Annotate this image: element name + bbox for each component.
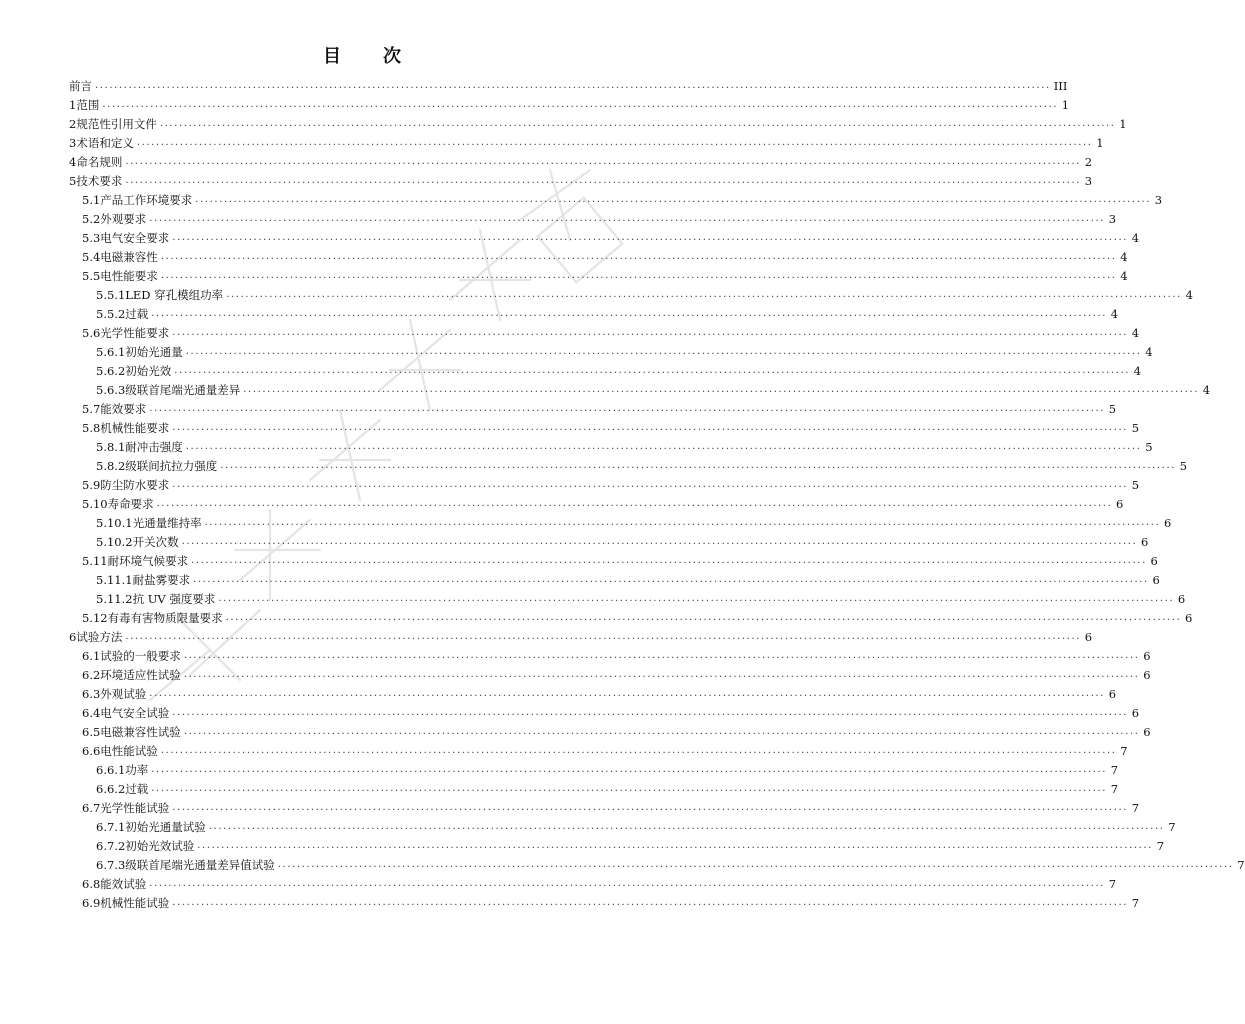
toc-entry-number: 5.8 xyxy=(82,421,101,435)
toc-entry[interactable] xyxy=(96,819,1176,835)
toc-entry-label: 能效试验 xyxy=(100,877,147,891)
toc-entry-page: 6 xyxy=(1084,630,1093,644)
toc-entry[interactable] xyxy=(96,306,1119,322)
toc-entry[interactable] xyxy=(69,97,1070,113)
toc-entry[interactable] xyxy=(96,287,1193,303)
toc-leader-dots: ........................................................................................................................................................................................................ xyxy=(149,213,1106,224)
toc-entry-number: 6.9 xyxy=(82,896,101,910)
toc-entry-number: 1 xyxy=(69,98,77,112)
toc-leader-dots: ........................................................................................................................................................................................................ xyxy=(174,365,1131,376)
toc-entry-number: 5.6.3 xyxy=(96,383,126,397)
toc-entry-number: 5.5 xyxy=(82,269,101,283)
toc-entry[interactable] xyxy=(82,268,1128,284)
toc-leader-dots: ........................................................................................................................................................................................................ xyxy=(125,631,1082,642)
toc-leader-dots: ........................................................................................................................................................................................................ xyxy=(172,422,1129,433)
toc-entry-number: 3 xyxy=(69,136,77,150)
toc-leader-dots: ........................................................................................................................................................................................................ xyxy=(160,270,1117,281)
toc-entry-page: 5 xyxy=(1131,421,1140,435)
toc-leader-dots: ........................................................................................................................................................................................................ xyxy=(125,175,1082,186)
toc-entry-label: 有毒有害物质限量要求 xyxy=(107,611,223,625)
toc-leader-dots: ........................................................................................................................................................................................................ xyxy=(183,650,1140,661)
toc-entry-label: 寿命要求 xyxy=(107,497,154,511)
toc-entry[interactable] xyxy=(96,591,1186,607)
toc-entry-number: 6.2 xyxy=(82,668,101,682)
toc-entry-label: 防尘防水要求 xyxy=(100,478,170,492)
toc-entry-number: 4 xyxy=(69,155,77,169)
toc-entry-page: 4 xyxy=(1131,326,1140,340)
toc-entry-page: 1 xyxy=(1119,117,1127,131)
toc-entry[interactable] xyxy=(69,78,1068,94)
toc-leader-dots: ........................................................................................................................................................................................................ xyxy=(193,574,1149,585)
toc-entry-number: 5.12 xyxy=(82,611,108,625)
toc-entry-number: 6.6.1 xyxy=(96,763,126,777)
toc-entry-number: 6.8 xyxy=(82,877,101,891)
toc-entry-page: 4 xyxy=(1131,231,1140,245)
toc-entry-number: 6.5 xyxy=(82,725,101,739)
toc-entry[interactable] xyxy=(96,781,1119,797)
toc-leader-dots: ........................................................................................................................................................................................................ xyxy=(149,403,1106,414)
toc-entry[interactable] xyxy=(82,211,1117,227)
toc-entry-label: 试验方法 xyxy=(76,630,123,644)
toc-entry[interactable] xyxy=(82,705,1140,721)
toc-entry-page: 4 xyxy=(1110,307,1119,321)
toc-entry-page: 7 xyxy=(1131,801,1140,815)
toc-entry-number: 5.6.1 xyxy=(96,345,126,359)
toc-entry[interactable] xyxy=(82,230,1140,246)
toc-entry-label: 术语和定义 xyxy=(76,136,134,150)
toc-entry-label: 耐冲击强度 xyxy=(125,440,183,454)
toc-entry-label: 初始光通量 xyxy=(125,345,183,359)
toc-entry-number: 5.11.2 xyxy=(96,592,133,606)
toc-entry-label: LED 穿孔模组功率 xyxy=(125,288,224,302)
toc-leader-dots: ........................................................................................................................................................................................................ xyxy=(183,726,1140,737)
toc-entry-label: 初始光效试验 xyxy=(125,839,195,853)
toc-entry-label: 环境适应性试验 xyxy=(100,668,181,682)
toc-leader-dots: ........................................................................................................................................................................................................ xyxy=(226,289,1182,300)
toc-leader-dots: ........................................................................................................................................................................................................ xyxy=(218,593,1175,604)
toc-entry-label: 级联首尾端光通量差异值试验 xyxy=(125,858,275,872)
toc-entry-page: 1 xyxy=(1096,136,1104,150)
toc-entry[interactable] xyxy=(96,534,1149,550)
toc-entry-label: 初始光效 xyxy=(125,364,172,378)
toc-leader-dots: ........................................................................................................................................................................................................ xyxy=(160,745,1117,756)
toc-entry[interactable] xyxy=(82,743,1128,759)
toc-entry-label: 机械性能试验 xyxy=(100,896,170,910)
toc-entry-page: 6 xyxy=(1131,706,1140,720)
toc-entry[interactable] xyxy=(96,762,1119,778)
toc-entry-number: 5.6 xyxy=(82,326,101,340)
toc-leader-dots: ........................................................................................................................................................................................................ xyxy=(195,194,1152,205)
toc-entry-page: 1 xyxy=(1061,98,1070,112)
toc-entry-number: 6.1 xyxy=(82,649,101,663)
toc-entry-number: 5.10.1 xyxy=(96,516,133,530)
toc-entry-page: 4 xyxy=(1145,345,1153,359)
toc-entry-label: 外观试验 xyxy=(100,687,147,701)
toc-leader-dots: ........................................................................................................................................................................................................ xyxy=(172,479,1129,490)
toc-entry-label: 抗 UV 强度要求 xyxy=(132,592,216,606)
toc-entry-number: 6.6.2 xyxy=(96,782,126,796)
toc-entry-page: 6 xyxy=(1116,497,1124,511)
toc-entry-number: 6.7.1 xyxy=(96,820,126,834)
toc-leader-dots: ........................................................................................................................................................................................................ xyxy=(149,878,1106,889)
toc-entry-page: 6 xyxy=(1185,611,1193,625)
toc-entry-label: 电磁兼容性 xyxy=(100,250,158,264)
toc-leader-dots: ........................................................................................................................................................................................................ xyxy=(102,99,1059,110)
toc-entry-number: 6.7.3 xyxy=(96,858,126,872)
toc-leader-dots: ........................................................................................................................................................................................................ xyxy=(172,707,1129,718)
toc-entry-label: 过载 xyxy=(125,307,149,321)
toc-entry-page: 6 xyxy=(1143,668,1151,682)
toc-entry-page: 6 xyxy=(1143,725,1151,739)
toc-leader-dots: ........................................................................................................................................................................................................ xyxy=(136,137,1093,148)
toc-entry-number: 5.9 xyxy=(82,478,101,492)
toc-entry[interactable] xyxy=(82,800,1140,816)
toc-entry-page: 6 xyxy=(1108,687,1117,701)
toc-entry-label: 初始光通量试验 xyxy=(125,820,206,834)
toc-entry-label: 电气安全试验 xyxy=(100,706,170,720)
toc-entry-label: 前言 xyxy=(69,79,92,93)
toc-entry[interactable] xyxy=(96,439,1153,455)
toc-entry-number: 5.10.2 xyxy=(96,535,133,549)
toc-entry[interactable] xyxy=(96,857,1245,873)
toc-entry-page: 7 xyxy=(1168,820,1176,834)
toc-entry-page: 6 xyxy=(1143,649,1151,663)
toc-entry-number: 5 xyxy=(69,174,77,188)
toc-entry-page: 5 xyxy=(1145,440,1153,454)
toc-entry-label: 命名规则 xyxy=(76,155,123,169)
toc-entry-number: 6.4 xyxy=(82,706,101,720)
toc-entry[interactable] xyxy=(82,553,1158,569)
toc-entry-label: 开关次数 xyxy=(132,535,179,549)
toc-entry[interactable] xyxy=(82,496,1124,512)
toc-entry[interactable] xyxy=(96,382,1211,398)
toc-entry-label: 电气安全要求 xyxy=(100,231,170,245)
toc-leader-dots: ........................................................................................................................................................................................................ xyxy=(185,441,1142,452)
toc-entry-number: 6.7.2 xyxy=(96,839,126,853)
toc-entry-page: 4 xyxy=(1185,288,1193,302)
toc-entry-number: 5.5.2 xyxy=(96,307,126,321)
toc-leader-dots: ........................................................................................................................................................................................................ xyxy=(159,118,1116,129)
toc-leader-dots: ........................................................................................................................................................................................................ xyxy=(160,251,1117,262)
toc-entry-number: 5.4 xyxy=(82,250,101,264)
toc-entry[interactable] xyxy=(82,648,1151,664)
toc-entry-label: 技术要求 xyxy=(76,174,123,188)
toc-entry-page: 4 xyxy=(1120,250,1128,264)
toc-entry[interactable] xyxy=(96,363,1142,379)
toc-leader-dots: ........................................................................................................................................................................................................ xyxy=(149,688,1106,699)
toc-entry-label: 功率 xyxy=(125,763,149,777)
toc-leader-dots: ........................................................................................................................................................................................................ xyxy=(197,840,1154,851)
toc-entry[interactable] xyxy=(82,667,1151,683)
toc-leader-dots: ........................................................................................................................................................................................................ xyxy=(172,897,1129,908)
toc-leader-dots: ........................................................................................................................................................................................................ xyxy=(172,232,1129,243)
toc-title-char-2: 次 xyxy=(383,46,401,67)
toc-entry-label: 电磁兼容性试验 xyxy=(100,725,181,739)
toc-entry[interactable] xyxy=(82,477,1140,493)
toc-entry[interactable] xyxy=(96,458,1188,474)
toc-entry[interactable] xyxy=(69,629,1093,645)
toc-entry-number: 2 xyxy=(69,117,77,131)
toc-entry[interactable] xyxy=(69,116,1127,132)
toc-entry-label: 机械性能要求 xyxy=(100,421,170,435)
toc-entry-label: 耐环境气候要求 xyxy=(107,554,189,568)
toc-entry-label: 外观要求 xyxy=(100,212,147,226)
toc-entry-label: 规范性引用文件 xyxy=(76,117,157,131)
toc-entry[interactable] xyxy=(82,401,1117,417)
toc-entry-label: 级联间抗拉力强度 xyxy=(125,459,218,473)
toc-leader-dots: ........................................................................................................................................................................................................ xyxy=(125,156,1082,167)
toc-entry-number: 5.2 xyxy=(82,212,101,226)
toc-entry-page: 2 xyxy=(1084,155,1093,169)
toc-entry[interactable] xyxy=(96,572,1160,588)
toc-entry-number: 5.11 xyxy=(82,554,108,568)
toc-entry[interactable] xyxy=(69,135,1104,151)
toc-entry[interactable] xyxy=(82,325,1140,341)
toc-entry[interactable] xyxy=(69,173,1093,189)
toc-entry[interactable] xyxy=(96,515,1172,531)
toc-entry-number: 6.3 xyxy=(82,687,101,701)
toc-leader-dots: ........................................................................................................................................................................................................ xyxy=(183,669,1140,680)
toc-entry-number: 5.10 xyxy=(82,497,108,511)
toc-entry-label: 光通量维持率 xyxy=(132,516,202,530)
toc-entry-label: 耐盐雾要求 xyxy=(132,573,191,587)
toc-entry-page: 4 xyxy=(1202,383,1211,397)
toc-entry[interactable] xyxy=(96,344,1153,360)
toc-leader-dots: ........................................................................................................................................................................................................ xyxy=(95,80,1051,91)
toc-title-char-1: 目 xyxy=(323,46,341,67)
toc-entry-label: 电性能试验 xyxy=(100,744,158,758)
toc-entry-number: 5.1 xyxy=(82,193,101,207)
toc-entry-number: 6 xyxy=(69,630,77,644)
toc-leader-dots: ........................................................................................................................................................................................................ xyxy=(156,498,1113,509)
toc-entry-label: 产品工作环境要求 xyxy=(100,193,193,207)
toc-entry-page: 4 xyxy=(1133,364,1142,378)
toc-entry[interactable] xyxy=(82,895,1140,911)
toc-entry-number: 5.8.2 xyxy=(96,459,126,473)
toc-entry-label: 能效要求 xyxy=(100,402,147,416)
toc-entry-page: 7 xyxy=(1156,839,1165,853)
toc-entry[interactable] xyxy=(82,420,1140,436)
toc-entry[interactable] xyxy=(82,192,1163,208)
toc-leader-dots: ........................................................................................................................................................................................................ xyxy=(243,384,1200,395)
toc-entry-page: III xyxy=(1053,79,1068,93)
toc-leader-dots: ........................................................................................................................................................................................................ xyxy=(181,536,1138,547)
toc-entry-number: 5.3 xyxy=(82,231,101,245)
toc-entry-label: 光学性能要求 xyxy=(100,326,170,340)
toc-entry[interactable] xyxy=(82,724,1151,740)
toc-entry-label: 级联首尾端光通量差异 xyxy=(125,383,241,397)
toc-leader-dots: ........................................................................................................................................................................................................ xyxy=(225,612,1182,623)
toc-entry-page: 5 xyxy=(1108,402,1117,416)
toc-title xyxy=(0,42,724,68)
toc-entry-number: 6.7 xyxy=(82,801,101,815)
toc-entry[interactable] xyxy=(96,838,1165,854)
toc-leader-dots: ........................................................................................................................................................................................................ xyxy=(208,821,1165,832)
toc-entry[interactable] xyxy=(82,876,1117,892)
toc-entry[interactable] xyxy=(82,686,1117,702)
toc-leader-dots: ........................................................................................................................................................................................................ xyxy=(204,517,1161,528)
toc-entry[interactable] xyxy=(69,154,1093,170)
toc-entry-number: 5.7 xyxy=(82,402,101,416)
toc-entry-page: 7 xyxy=(1110,763,1119,777)
toc-entry[interactable] xyxy=(82,249,1128,265)
toc-entry-page: 5 xyxy=(1131,478,1140,492)
toc-leader-dots: ........................................................................................................................................................................................................ xyxy=(191,555,1147,566)
toc-entry-page: 7 xyxy=(1120,744,1128,758)
toc-entry-label: 光学性能试验 xyxy=(100,801,170,815)
toc-leader-dots: ........................................................................................................................................................................................................ xyxy=(151,308,1108,319)
toc-entry-number: 5.8.1 xyxy=(96,440,126,454)
toc-entry-number: 5.6.2 xyxy=(96,364,126,378)
toc-entry-number: 5.5.1 xyxy=(96,288,126,302)
toc-leader-dots: ........................................................................................................................................................................................................ xyxy=(220,460,1177,471)
toc-entry-page: 7 xyxy=(1110,782,1119,796)
toc-entry-page: 7 xyxy=(1108,877,1117,891)
toc-entry-page: 6 xyxy=(1141,535,1149,549)
toc-entry-page: 7 xyxy=(1131,896,1140,910)
toc-entry-page: 3 xyxy=(1084,174,1093,188)
toc-entry-label: 试验的一般要求 xyxy=(100,649,181,663)
toc-leader-dots: ........................................................................................................................................................................................................ xyxy=(151,783,1108,794)
toc-entry-page: 6 xyxy=(1177,592,1186,606)
toc-entry-page: 6 xyxy=(1164,516,1172,530)
toc-leader-dots: ........................................................................................................................................................................................................ xyxy=(277,859,1234,870)
toc-entry-label: 电性能要求 xyxy=(100,269,158,283)
toc-entry-page: 4 xyxy=(1120,269,1128,283)
toc-entry-page: 3 xyxy=(1108,212,1117,226)
toc-entry[interactable] xyxy=(82,610,1193,626)
toc-entry-number: 5.11.1 xyxy=(96,573,133,587)
toc-entry-page: 3 xyxy=(1154,193,1163,207)
toc-leader-dots: ........................................................................................................................................................................................................ xyxy=(185,346,1142,357)
toc-entry-page: 6 xyxy=(1150,554,1158,568)
toc-entry-page: 7 xyxy=(1237,858,1245,872)
toc-leader-dots: ........................................................................................................................................................................................................ xyxy=(172,327,1129,338)
toc-leader-dots: ........................................................................................................................................................................................................ xyxy=(172,802,1129,813)
toc-entry-page: 5 xyxy=(1179,459,1188,473)
toc-entry-label: 过载 xyxy=(125,782,149,796)
toc-entry-page: 6 xyxy=(1152,573,1160,587)
toc-entry-label: 范围 xyxy=(76,98,100,112)
toc-leader-dots: ........................................................................................................................................................................................................ xyxy=(151,764,1108,775)
toc-entry-number: 6.6 xyxy=(82,744,101,758)
